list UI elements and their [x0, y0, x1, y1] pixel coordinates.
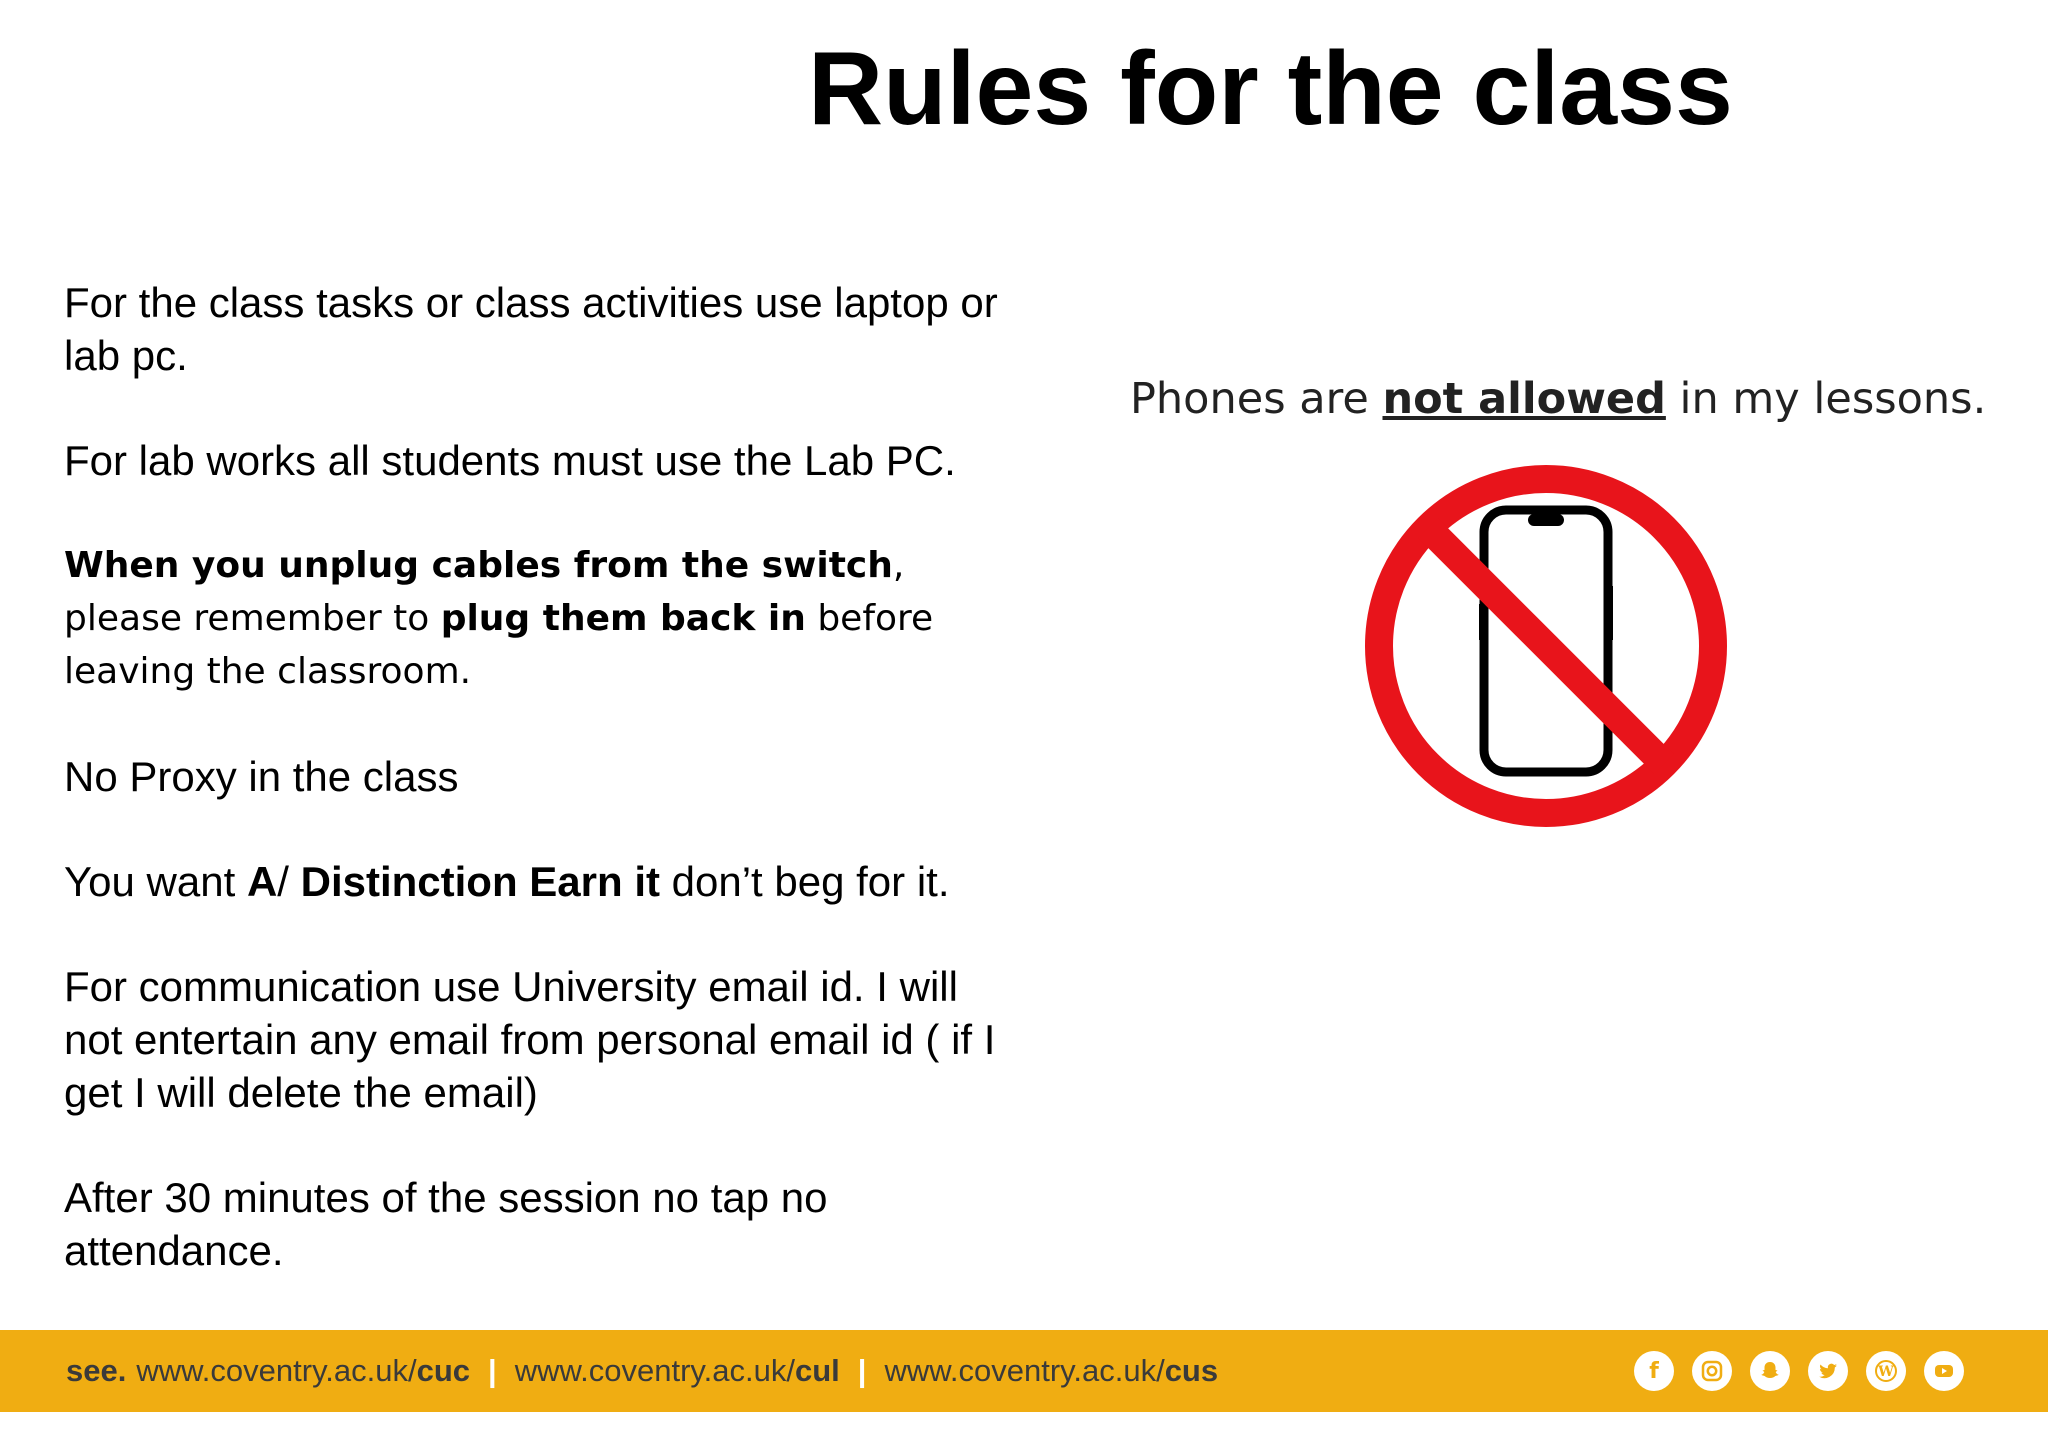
twitter-icon[interactable] — [1808, 1351, 1848, 1391]
rule-distinction-bold2: Distinction Earn it — [300, 858, 660, 905]
rule-cables-bold2: plug them back in — [440, 598, 806, 639]
rule-cables-text1: , please remember to — [64, 545, 905, 639]
footer-separator: | — [488, 1353, 497, 1388]
footer-separator: | — [857, 1353, 867, 1388]
rule-distinction — [64, 855, 1024, 908]
rule-email: For communication use University email id. I will not entertain any email from personal email id ( if I get I will delete the email) — [64, 963, 996, 1116]
rule-laptop: For the class tasks or class activities use laptop or lab pc. — [64, 279, 998, 379]
rule-no-proxy: No Proxy in the class — [64, 753, 459, 800]
footer-link-cul[interactable] — [515, 1353, 840, 1389]
rule-cables — [64, 539, 1024, 698]
footer-link-cuc[interactable] — [136, 1353, 470, 1389]
rule-lab-pc: For lab works all students must use the Lab PC. — [64, 437, 956, 484]
rule-cables-text2: before leaving the classroom. — [64, 598, 934, 692]
footer-see: see. — [66, 1353, 127, 1388]
rule-distinction-text2: / — [277, 858, 301, 905]
rules-list — [64, 276, 1024, 1329]
rule-distinction-text1: You want — [64, 858, 247, 905]
footer-link-cus[interactable] — [884, 1353, 1218, 1389]
instagram-icon[interactable] — [1692, 1351, 1732, 1391]
footer-link-cul-prefix: www.coventry.ac.uk/ — [514, 1353, 795, 1388]
slide-title: Rules for the class — [808, 31, 1733, 147]
footer-link-cus-bold: cus — [1164, 1353, 1219, 1388]
phone-notice-post: in my lessons. — [1665, 374, 1987, 424]
phone-notice-emphasis: not allowed — [1382, 374, 1666, 424]
rule-distinction-text3: don’t beg for it. — [659, 858, 950, 905]
footer-link-cuc-prefix: www.coventry.ac.uk/ — [136, 1353, 417, 1388]
footer-bar — [0, 1330, 2048, 1412]
facebook-icon[interactable]: f — [1634, 1351, 1674, 1391]
youtube-icon[interactable] — [1924, 1351, 1964, 1391]
social-icons — [1634, 1330, 1964, 1412]
wordpress-icon[interactable] — [1866, 1351, 1906, 1391]
no-phone-prohibition-icon — [1356, 456, 1736, 836]
footer-link-cus-prefix: www.coventry.ac.uk/ — [884, 1353, 1165, 1388]
footer-link-cul-bold: cul — [794, 1353, 840, 1388]
snapchat-icon[interactable] — [1750, 1351, 1790, 1391]
footer-links — [66, 1330, 1218, 1412]
rule-distinction-bold1: A — [246, 858, 278, 905]
svg-text:W: W — [1878, 1364, 1894, 1380]
phone-notice — [1130, 374, 1987, 424]
rule-cables-bold1: When you unplug cables from the switch — [64, 545, 893, 586]
rule-attendance: After 30 minutes of the session no tap no attendance. — [64, 1174, 828, 1274]
phone-notice-pre: Phones are — [1130, 374, 1383, 424]
footer-link-cuc-bold: cuc — [416, 1353, 471, 1388]
